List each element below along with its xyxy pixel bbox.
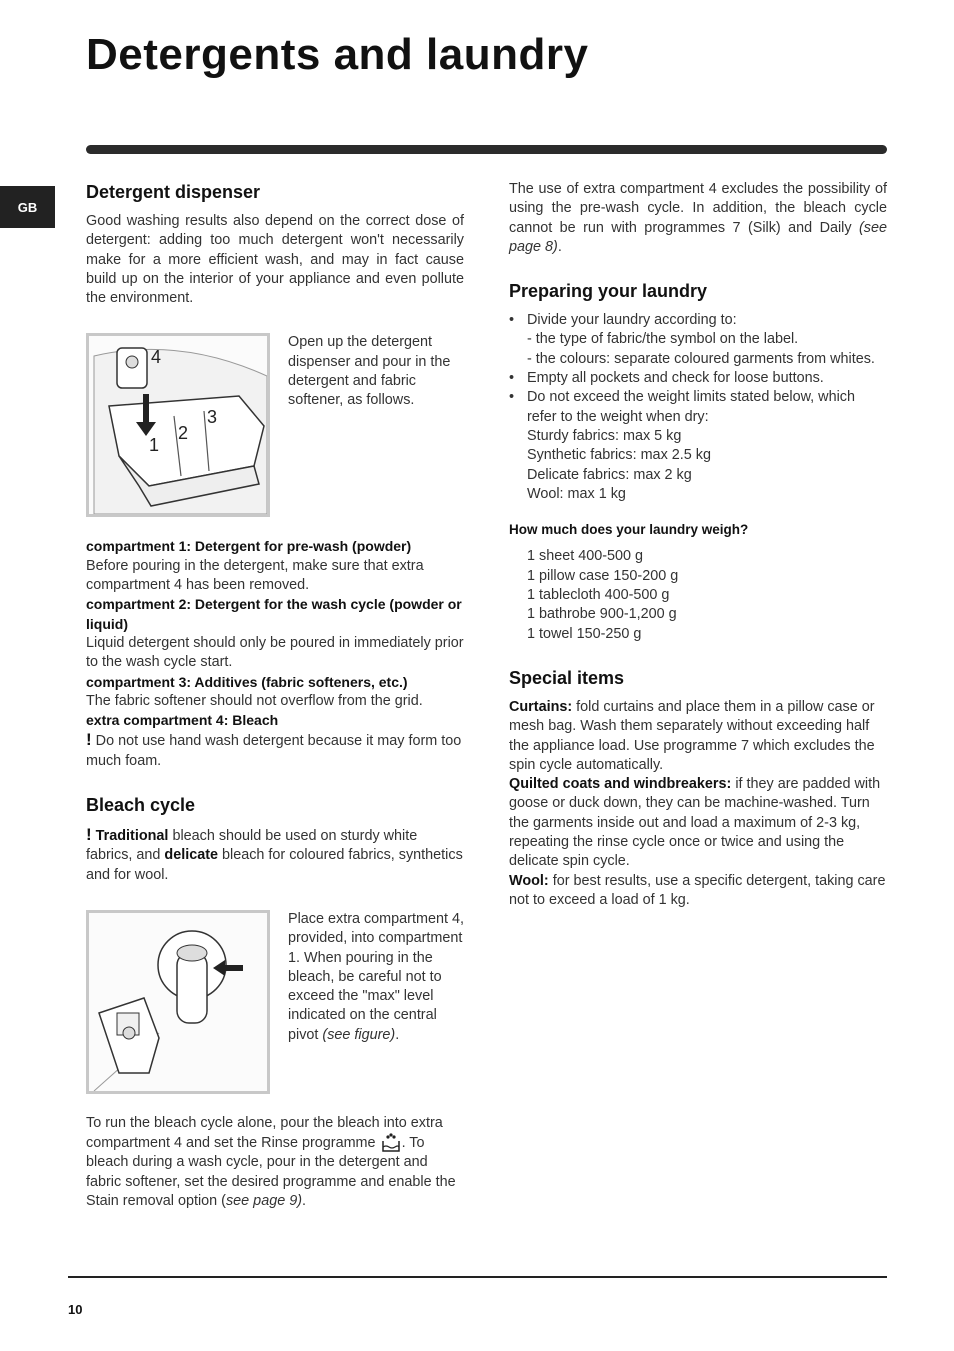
compartment-4-heading: extra compartment 4: Bleach xyxy=(86,712,279,729)
laundry-weight-heading: How much does your laundry weigh? xyxy=(509,522,749,538)
compartment-list xyxy=(86,537,464,771)
section-heading-bleach: Bleach cycle xyxy=(86,795,196,816)
compartment-3-heading: compartment 3: Additives (fabric softeners, etc.) xyxy=(86,673,408,690)
bleach-run-end: . xyxy=(302,1192,306,1209)
see-page-9-ref: see page 9) xyxy=(225,1192,302,1209)
language-tab: GB xyxy=(0,186,55,228)
fabric-type-subitem: - the type of fabric/the symbol on the label. xyxy=(527,331,799,348)
weight-item-sheet: 1 sheet 400-500 g xyxy=(527,548,644,565)
rinse-programme-icon xyxy=(380,1133,402,1153)
bleach-run-text-1: To run the bleach cycle alone, pour the bleach into extra compartment 4 and set the Rinse programme xyxy=(86,1114,443,1152)
divide-laundry-text: Divide your laundry according to: xyxy=(527,312,737,329)
section-heading-preparing: Preparing your laundry xyxy=(509,281,708,302)
quilted-label: Quilted coats and windbreakers: xyxy=(509,776,732,793)
wool-label: Wool: xyxy=(509,872,549,889)
weight-item-bathrobe: 1 bathrobe 900-1,200 g xyxy=(527,606,677,623)
fig-label-3: 3 xyxy=(207,407,218,428)
compartment-2-text: Liquid detergent should only be poured in immediately prior to the wash cycle start. xyxy=(86,634,464,671)
traditional-term: Traditional xyxy=(95,828,169,845)
bleach-run-instructions xyxy=(86,1114,464,1211)
compartment-1-heading: compartment 1: Detergent for pre-wash (powder) xyxy=(86,538,412,555)
curtains-text: fold curtains and place them in a pillow case or mesh bag. Wash them separately without exceeding half the appliance load. Use programme 7 which excludes the spin cycle automatically. xyxy=(509,698,875,773)
bleach-figure-row xyxy=(86,910,464,1094)
warning-mark: ! xyxy=(86,730,92,750)
see-figure-ref: (see figure) xyxy=(322,1026,396,1043)
wool-text: for best results, use a specific detergent, taking care not to exceed a load of 1 kg. xyxy=(509,872,886,908)
preparing-list xyxy=(509,311,887,504)
dispenser-illustration xyxy=(86,333,270,517)
bleach-figure-caption xyxy=(288,910,464,1094)
warning-mark: ! xyxy=(86,825,92,845)
limit-wool: Wool: max 1 kg xyxy=(527,485,626,502)
compartment-1-text: Before pouring in the detergent, make sure that extra compartment 4 has been removed. xyxy=(86,557,424,594)
foam-warning-text: Do not use hand wash detergent because it may form too much foam. xyxy=(86,733,462,769)
extra-compartment-note xyxy=(509,180,887,257)
quilted-paragraph xyxy=(509,775,887,871)
pockets-text: Empty all pockets and check for loose buttons. xyxy=(527,370,824,387)
fig-label-1: 1 xyxy=(149,435,160,456)
page-title: Detergents and laundry xyxy=(86,30,589,79)
section-heading-special: Special items xyxy=(509,667,625,688)
bleach-intro xyxy=(86,825,464,885)
extra-compartment-text: The use of extra compartment 4 excludes the possibility of using the pre-wash cycle. In addition, the bleach cycle cannot be run with programmes 7 (Silk) and Daily xyxy=(509,181,887,236)
fig-label-2: 2 xyxy=(178,423,189,444)
weight-item-tablecloth: 1 tablecloth 400-500 g xyxy=(527,587,670,604)
fig-label-4: 4 xyxy=(151,347,162,368)
quilted-text: if they are padded with goose or duck down, they can be machine-washed. Turn the garments inside out and load a maximum of 2-3 kg, repeating the rinse cycle once or twice and using the delicate spin cycle. xyxy=(509,776,881,870)
title-rule xyxy=(86,145,887,154)
list-item xyxy=(509,369,887,388)
dispenser-figure-row xyxy=(86,333,464,517)
compartment-2-heading: compartment 2: Detergent for the wash cycle (powder or liquid) xyxy=(86,596,462,632)
colours-subitem: - the colours: separate coloured garments from whites. xyxy=(527,350,875,367)
limit-synthetic: Synthetic fabrics: max 2.5 kg xyxy=(527,447,711,464)
extra-end: . xyxy=(557,238,562,255)
list-item xyxy=(509,311,887,369)
curtains-label: Curtains: xyxy=(509,698,573,715)
dispenser-intro: Good washing results also depend on the correct dose of detergent: adding too much detergent won't necessarily make for a more efficient wash, and may in fact cause build up on the interior of your appliance and even pollute the environment. xyxy=(86,213,464,307)
limit-delicate: Delicate fabrics: max 2 kg xyxy=(527,466,692,483)
weight-item-pillow-case: 1 pillow case 150-200 g xyxy=(527,567,679,584)
page-number: 10 xyxy=(68,1302,83,1317)
foam-warning xyxy=(86,730,464,771)
curtains-paragraph xyxy=(509,698,887,775)
laundry-weight-list xyxy=(509,547,887,643)
bleach-run-text-2: . To bleach during a wash cycle, pour in the detergent and fabric softener, set the desired programme and enable the Stain removal option ( xyxy=(86,1135,456,1209)
bleach-intro-text-2: bleach for coloured fabrics, synthetics and for wool. xyxy=(86,847,463,883)
footer-rule xyxy=(68,1276,887,1278)
list-item xyxy=(509,388,887,504)
compartment-3-text: The fabric softener should not overflow from the grid. xyxy=(86,692,423,709)
left-column xyxy=(86,180,464,1211)
delicate-term: delicate xyxy=(164,847,218,864)
weight-limits-text: Do not exceed the weight limits stated below, which refer to the weight when dry: xyxy=(527,389,855,425)
bleach-figure-caption-text: Place extra compartment 4, provided, into compartment 1. When pouring in the bleach, be careful not to exceed the "max" level indicated on the central pivot xyxy=(288,910,464,1043)
weight-item-towel: 1 towel 150-250 g xyxy=(527,625,642,642)
right-column xyxy=(509,180,887,910)
see-page-8-ref: (see page 8) xyxy=(509,219,888,255)
limit-sturdy: Sturdy fabrics: max 5 kg xyxy=(527,427,682,444)
section-heading-dispenser: Detergent dispenser xyxy=(86,182,261,202)
bleach-compartment-illustration xyxy=(86,910,270,1094)
wool-paragraph xyxy=(509,872,887,911)
dispenser-figure-caption: Open up the detergent dispenser and pour in the detergent and fabric softener, as follows. xyxy=(288,334,451,409)
caption-end: . xyxy=(395,1026,400,1043)
bleach-intro-text-1: bleach should be used on sturdy white fabrics, and xyxy=(86,828,418,864)
